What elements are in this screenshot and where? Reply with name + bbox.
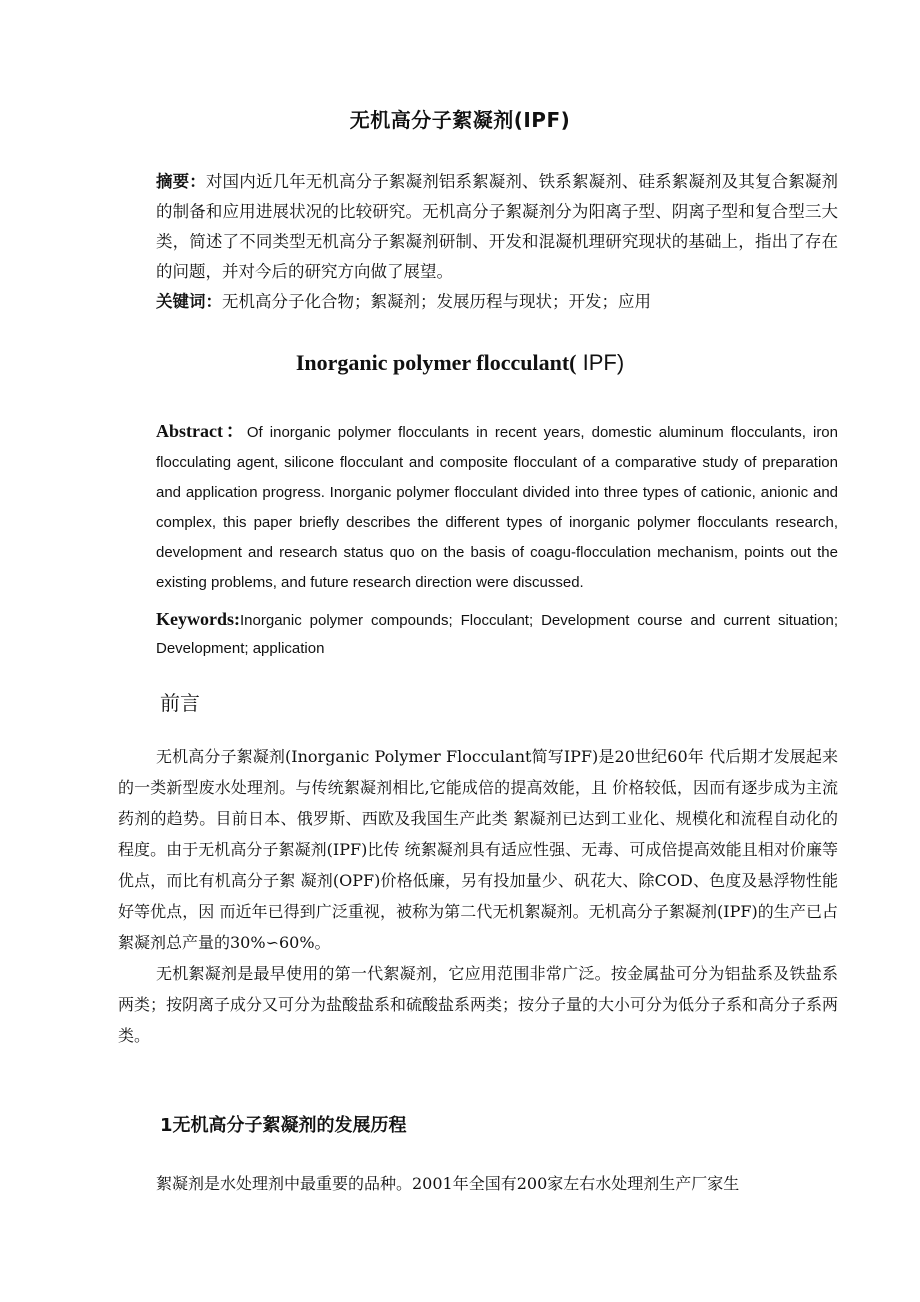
abstract-cn-label: 摘要： — [156, 172, 206, 191]
keywords-cn-label: 关键词： — [156, 292, 222, 311]
keywords-en-paragraph — [118, 605, 838, 663]
keywords-en-label: Keywords: — [156, 609, 240, 629]
abstract-en — [118, 416, 838, 598]
abstract-en-paragraph — [118, 416, 838, 598]
abstract-en-label: Abstract： — [156, 421, 247, 441]
section-preface-body — [118, 741, 838, 1051]
keywords-cn-text: 无机高分子化合物；絮凝剂；发展历程与现状；开发；应用 — [222, 292, 651, 311]
title-en-ipf: IPF) — [576, 350, 625, 375]
section-1-heading: 1无机高分子絮凝剂的发展历程 — [160, 1115, 407, 1136]
preface-paragraph-1: 无机高分子絮凝剂(Inorganic Polymer Flocculant简写IPF)是20世纪60年 代后期才发展起来的一类新型废水处理剂。与传统絮凝剂相比,它能成倍的提高效能，且 价格较低，因而有逐步成为主流药剂的趋势。目前日本、俄罗斯、西欧及我国生产此类 絮凝剂已达到工业化、规模化和流程自动化的程度。由于无机高分子絮凝剂(IPF)比传 统絮凝剂具有适应性强、无毒、可成倍提高效能且相对价廉等优点，而比有机高分子絮 凝剂(OPF)价格低廉，另有投加量少、矾花大、除COD、色度及悬浮物性能好等优点，因 而近年已得到广泛重视，被称为第二代无机絮凝剂。无机高分子絮凝剂(IPF)的生产已占 絮凝剂总产量的30%∽60%。 — [118, 747, 838, 952]
keywords-en — [118, 605, 838, 663]
section-1-body — [118, 1168, 838, 1199]
abstract-cn-paragraph — [118, 167, 838, 287]
keywords-en-text: Inorganic polymer compounds; Flocculant; Development course and current situation; Development; application — [156, 612, 838, 657]
section-1-paragraph-1: 絮凝剂是水处理剂中最重要的品种。2001年全国有200家左右水处理剂生产厂家生 — [156, 1174, 740, 1193]
document-title-en — [0, 350, 920, 376]
document-title-cn: 无机高分子絮凝剂(IPF) — [349, 108, 571, 132]
abstract-en-text: Of inorganic polymer flocculants in recent years, domestic aluminum flocculants, iron flocculating agent, silicone flocculant and composite flocculant of a comparative study of preparation and application progress. Inorganic polymer flocculant divided into three types of cationic, anionic and complex, this paper briefly describes the different types of inorganic polymer flocculants research, development and research status quo on the basis of coagu-flocculation mechanism, points out the existing problems, and future research direction were discussed. — [156, 424, 838, 591]
preface-paragraph-2: 无机絮凝剂是最早使用的第一代絮凝剂，它应用范围非常广泛。按金属盐可分为铝盐系及铁盐系两类；按阴离子成分又可分为盐酸盐系和硫酸盐系两类；按分子量的大小可分为低分子系和高分子系两类。 — [118, 964, 839, 1045]
title-en-main: Inorganic polymer flocculant( — [295, 350, 577, 375]
abstract-cn-text: 对国内近几年无机高分子絮凝剂铝系絮凝剂、铁系絮凝剂、硅系絮凝剂及其复合絮凝剂的制备和应用进展状况的比较研究。无机高分子絮凝剂分为阳离子型、阴离子型和复合型三大类，简述了不同类型无机高分子絮凝剂研制、开发和混凝机理研究现状的基础上，指出了存在的问题，并对今后的研究方向做了展望。 — [156, 172, 839, 281]
keywords-cn-paragraph — [118, 287, 838, 317]
abstract-cn — [118, 167, 838, 317]
section-preface-heading: 前言 — [160, 691, 200, 715]
